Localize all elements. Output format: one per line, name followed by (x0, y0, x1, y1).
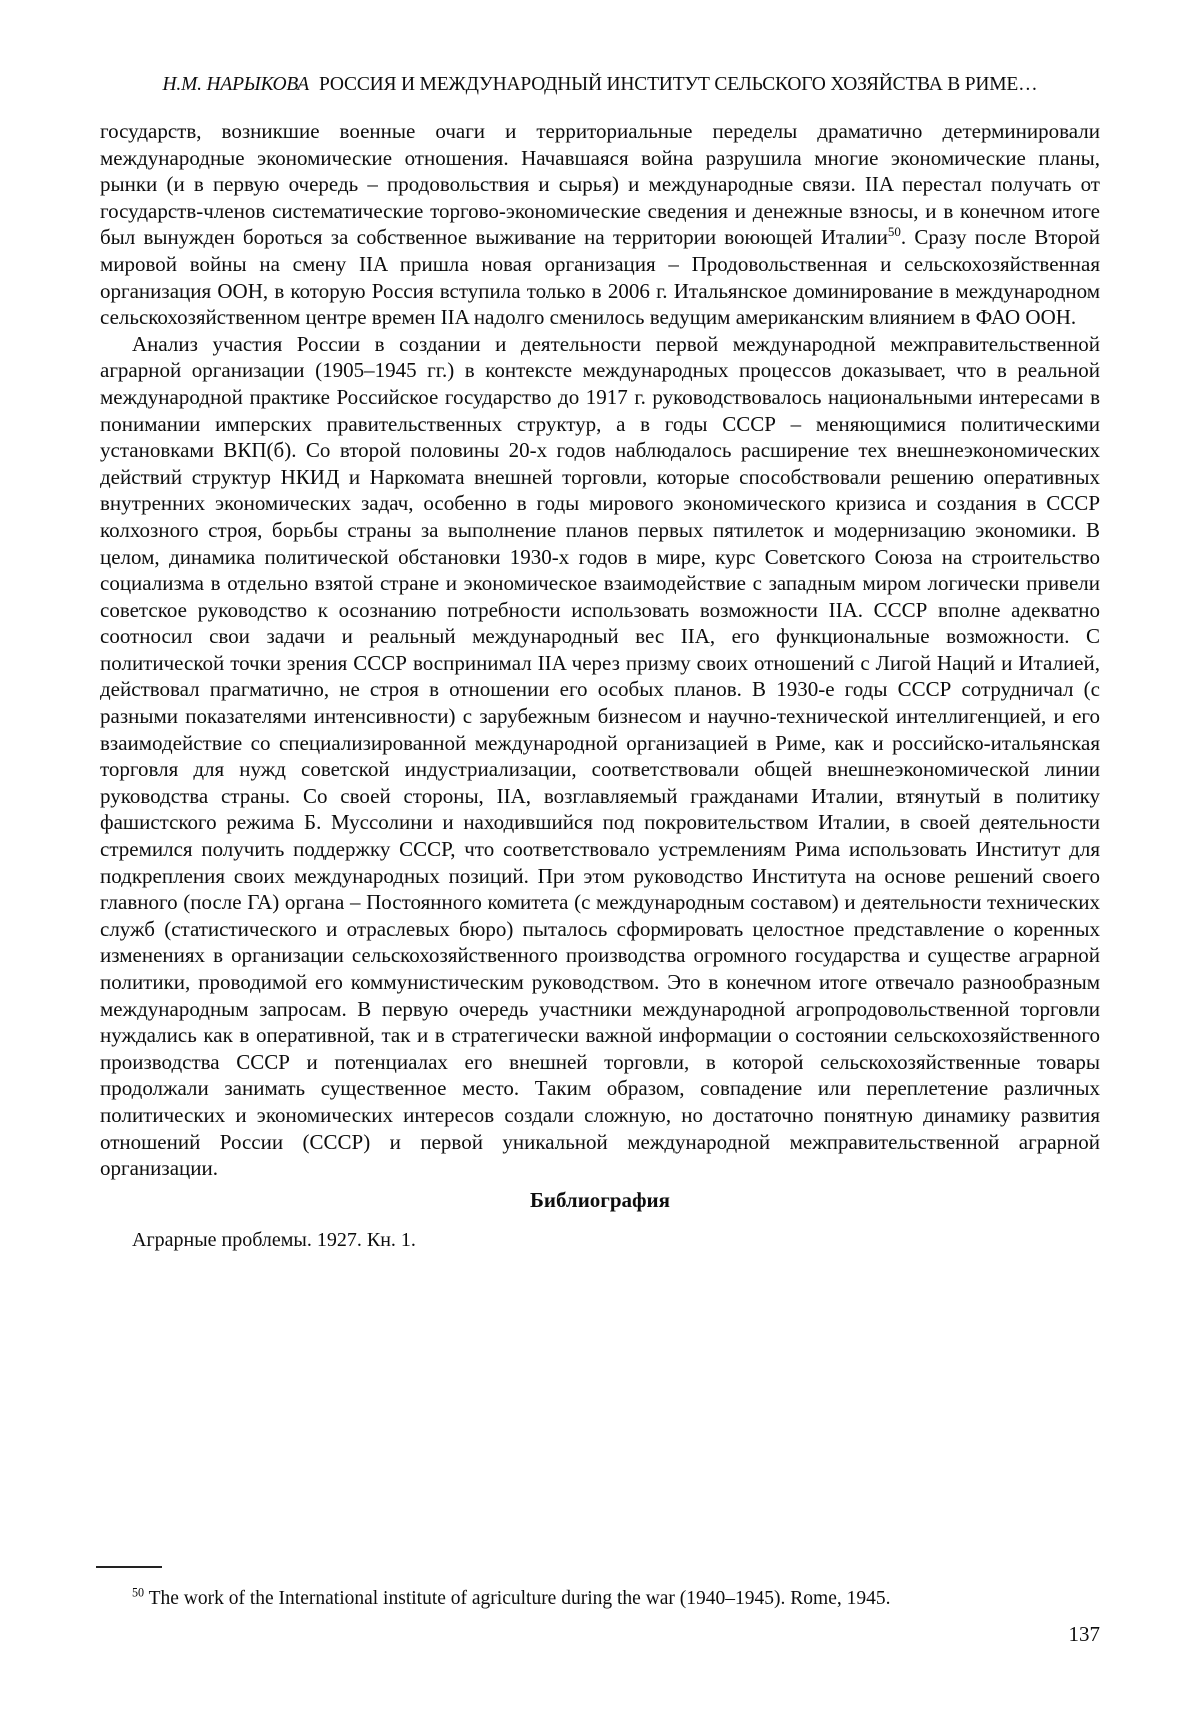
paragraph-2: Анализ участия России в создании и деятельности первой международной межправительственной аграрной организации (1905–1945 гг.) в контексте международных процессов доказывает, что в реальной международной практике Российское государство до 1917 г. руководствовалось национальными интересами в понимании имперских правительственных структур, а в годы СССР – меняющимися политическими установками ВКП(б). Со второй половины 20-х годов наблюдалось расширение тех внешнеэкономических действий структур НКИД и Наркомата внешней торговли, которые способствовали решению оперативных внутренних экономических задач, особенно в годы мирового экономического кризиса и создания в СССР колхозного строя, борьбы страны за выполнение планов первых пятилеток и модернизацию экономики. В целом, динамика политической обстановки 1930-х годов в мире, курс Советского Союза на строительство социализма в отдельно взятой стране и экономическое взаимодействие с западным миром логически привели советское руководство к осознанию потребности использовать возможности IIA. СССР вполне адекватно соотносил свои задачи и реальный международный вес IIA, его функциональные возможности. С политической точки зрения СССР воспринимал IIA через призму своих отношений с Лигой Наций и Италией, действовал прагматично, не строя в отношении его особых планов. В 1930-е годы СССР сотрудничал (с разными показателями интенсивности) с зарубежным бизнесом и научно-технической интеллигенцией, и его взаимодействие со специализированной международной организацией в Риме, как и российско-итальянская торговля для нужд советской индустриализации, соответствовали общей внешнеэкономической линии руководства страны. Со своей стороны, IIA, возглавляемый гражданами Италии, втянутый в политику фашистского режима Б. Муссолини и находившийся под покровительством Италии, в своей деятельности стремился получить поддержку СССР, что соответствовало устремлениям Рима использовать Институт для подкрепления своих международных позиций. При этом руководство Института на основе решений своего главного (после ГА) органа – Постоянного комитета (с международным составом) и деятельности технических служб (статистического и отраслевых бюро) пыталось сформировать целостное представление о коренных изменениях в организации сельскохозяйственного производства огромного государства и существе аграрной политики, проводимой его коммунистическим руководством. Это в конечном итоге отвечало разнообразным международным запросам. В первую очередь участники международной агропродовольственной торговли нуждались как в оперативной, так и в стратегически важной информации о состоянии сельскохозяйственного производства СССР и потенциалах его внешней торговли, в которой сельскохозяйственные товары продолжали занимать существенное место. Таким образом, совпадение или переплетение различных политических и экономических интересов создали сложную, но достаточно понятную динамику развития отношений России (СССР) и первой уникальной международной межправительственной аграрной организации. (100, 331, 1100, 1181)
body-text (100, 118, 1100, 1182)
page-number: 137 (1068, 1622, 1100, 1646)
header-author: Н.М. НАРЫКОВА (162, 74, 310, 95)
header-title: РОССИЯ И МЕЖДУНАРОДНЫЙ ИНСТИТУТ СЕЛЬСКОГО ХОЗЯЙСТВА В РИМЕ… (319, 74, 1038, 95)
footnote-text: The work of the International institute of agriculture during the war (1940–1945). Rome, 1945. (144, 1588, 891, 1609)
footnote-number: 50 (132, 1585, 145, 1600)
running-header (100, 0, 1100, 96)
footnote-separator-rule (96, 1566, 162, 1568)
paragraph-1-text-cont: . Сразу после Второй мировой войны на смену IIA пришла новая организация – Продовольственная и сельскохозяйственная организация ООН, в которую Россия вступила только в 2006 г. Итальянское доминирование в международном сельскохозяйственном центре времен IIA надолго сменилось ведущим американским влиянием в ФАО ООН. (100, 225, 1100, 330)
footnote-reference-50: 50 (887, 224, 901, 240)
bibliography-heading: Библиография (529, 1187, 671, 1212)
paragraph-1-text: государств, возникшие военные очаги и территориальные переделы драматично детерминировали международные экономические отношения. Начавшаяся война разрушила многие экономические планы, рынки (и в первую очередь – продовольствия и сырья) и международные связи. IIA перестал получать от государств-членов систематические торгово-экономические сведения и денежные взносы, и в конечном итоге был вынужден бороться за собственное выживание на территории воюющей Италии (100, 119, 1100, 250)
footnote-50 (100, 1586, 1100, 1611)
paragraph-1 (100, 118, 1100, 331)
bibliography-entry: Аграрные проблемы. 1927. Кн. 1. (132, 1228, 416, 1251)
